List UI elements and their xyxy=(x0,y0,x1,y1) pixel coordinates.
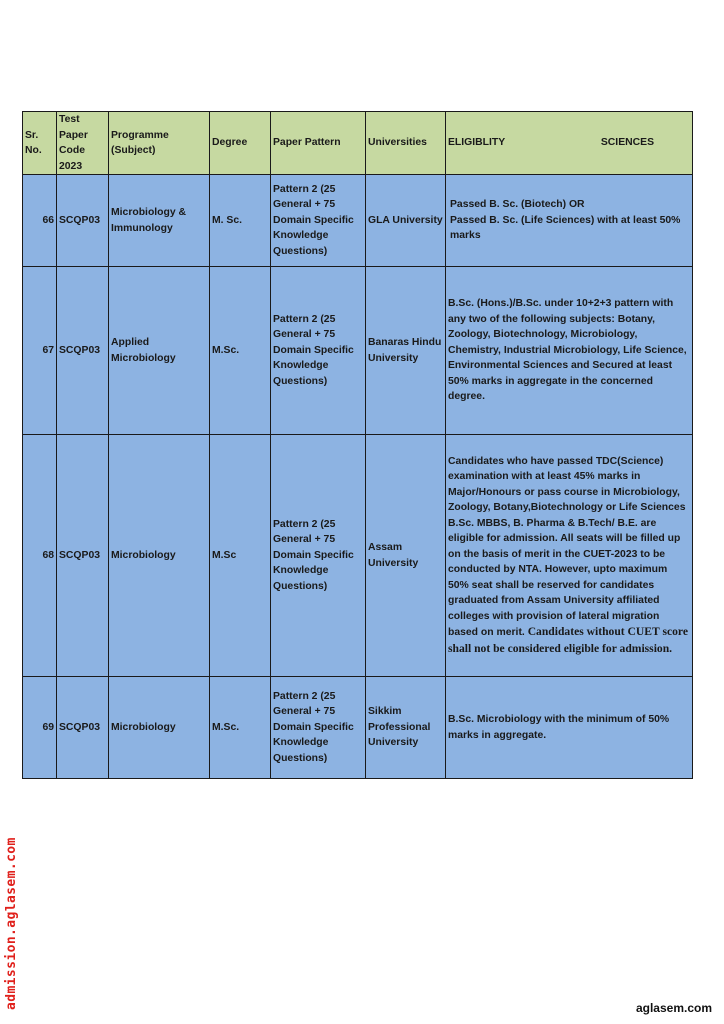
table-row xyxy=(23,267,693,435)
row-paper-pattern: Pattern 2 (25 General + 75 Domain Specific Knowledge Questions) xyxy=(271,267,366,435)
row-paper-pattern: Pattern 2 (25 General + 75 Domain Specific Knowledge Questions) xyxy=(271,435,366,677)
row-university: Sikkim Professional University xyxy=(366,677,446,779)
table-row xyxy=(23,435,693,677)
row-degree: M.Sc. xyxy=(210,267,271,435)
footer-site-name: aglasem.com xyxy=(635,1001,712,1015)
row-sr-no: 68 xyxy=(23,435,57,677)
row-sr-no: 66 xyxy=(23,175,57,267)
header-test-paper-code: Test Paper Code 2023 xyxy=(57,112,109,175)
row-degree: M. Sc. xyxy=(210,175,271,267)
row-eligibility xyxy=(446,435,693,677)
row-eligibility xyxy=(446,175,693,267)
row-paper-pattern: Pattern 2 (25 General + 75 Domain Specific Knowledge Questions) xyxy=(271,175,366,267)
row-university: Banaras Hindu University xyxy=(366,267,446,435)
row-test-paper-code: SCQP03 xyxy=(57,435,109,677)
eligibility-table xyxy=(22,111,693,779)
header-degree: Degree xyxy=(210,112,271,175)
row-sr-no: 69 xyxy=(23,677,57,779)
side-watermark-url: admission.aglasem.com xyxy=(4,837,19,1010)
header-paper-pattern: Paper Pattern xyxy=(271,112,366,175)
row-university: Assam University xyxy=(366,435,446,677)
row-eligibility-text: B.Sc. Microbiology with the minimum of 50% marks in aggregate. xyxy=(448,714,670,741)
header-stream-label: SCIENCES xyxy=(600,137,654,149)
row-degree: M.Sc. xyxy=(210,677,271,779)
row-sr-no: 67 xyxy=(23,267,57,435)
row-programme: Microbiology xyxy=(109,677,210,779)
row-programme: Microbiology & Immunology xyxy=(109,175,210,267)
row-eligibility-note: Candidates without CUET score shall not be considered eligible for admission. xyxy=(448,625,688,655)
row-test-paper-code: SCQP03 xyxy=(57,175,109,267)
header-eligibility xyxy=(446,112,693,175)
row-eligibility-text: Candidates who have passed TDC(Science) examination with at least 45% marks in Major/Honours or pass course in Microbiology, Zoology, Botany,Biotechnology or Life Sciences B.Sc. MBBS, B. Pharma & B.Tech/ B.E. are eligible for admission. All seats will be filled up on the basis of merit in the CUET-2023 to be conducted by NTA. However, upto maximum 50% seat shall be reserved for candidates graduated from Assam University affiliated colleges with provision of lateral migration based on merit. xyxy=(448,455,686,639)
table-row xyxy=(23,175,693,267)
row-university: GLA University xyxy=(366,175,446,267)
table-header-row xyxy=(23,112,693,175)
row-programme: Microbiology xyxy=(109,435,210,677)
header-universities: Universities xyxy=(366,112,446,175)
eligibility-table-wrapper xyxy=(22,111,692,779)
row-eligibility xyxy=(446,267,693,435)
row-test-paper-code: SCQP03 xyxy=(57,267,109,435)
header-programme: Programme (Subject) xyxy=(109,112,210,175)
header-eligibility-label: ELIGIBLITY xyxy=(448,137,506,149)
row-programme: Applied Microbiology xyxy=(109,267,210,435)
row-eligibility xyxy=(446,677,693,779)
row-eligibility-text: B.Sc. (Hons.)/B.Sc. under 10+2+3 pattern with any two of the following subjects: Botany, Zoology, Biotechnology, Microbiology, Chemistry, Industrial Microbiology, Life Science, Environmental Sciences and Secured at least 50% marks in aggregate in the concerned degree. xyxy=(448,298,687,403)
row-degree: M.Sc xyxy=(210,435,271,677)
row-paper-pattern: Pattern 2 (25 General + 75 Domain Specific Knowledge Questions) xyxy=(271,677,366,779)
row-eligibility-text: Passed B. Sc. (Biotech) OR Passed B. Sc. (Life Sciences) with at least 50% marks xyxy=(450,199,681,242)
row-test-paper-code: SCQP03 xyxy=(57,677,109,779)
table-row xyxy=(23,677,693,779)
header-sr-no: Sr. No. xyxy=(23,112,57,175)
